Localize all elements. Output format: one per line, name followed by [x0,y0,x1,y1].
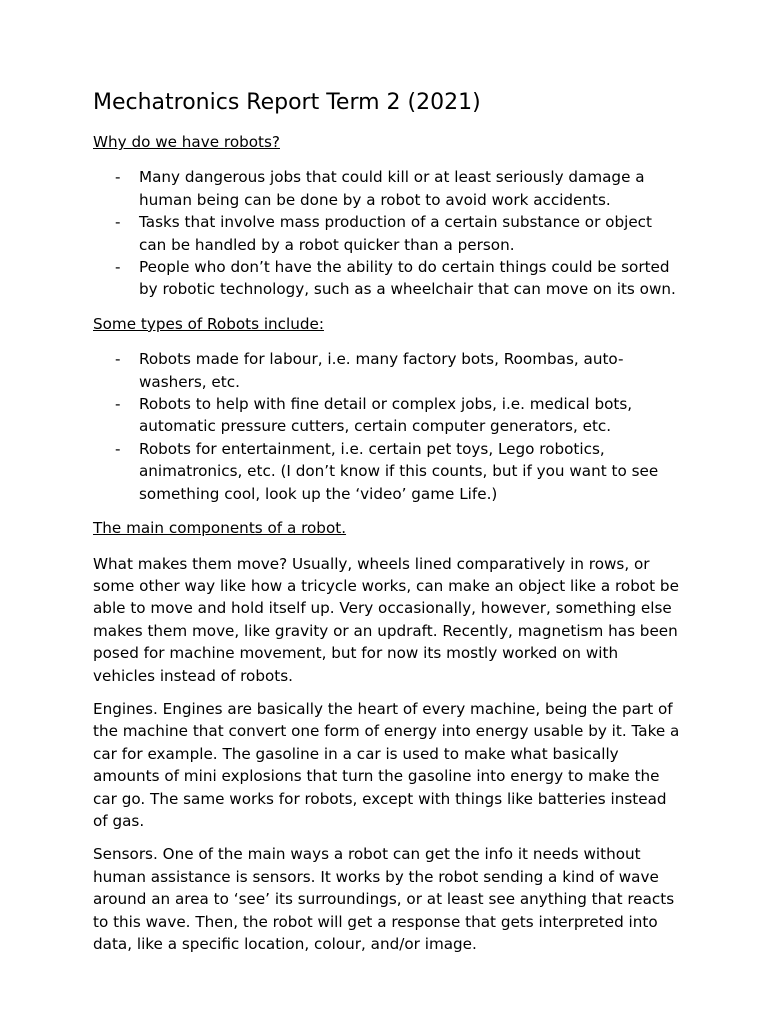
list-item [115,393,683,438]
document-title: Mechatronics Report Term 2 (2021) [93,90,481,115]
list-item-text: Tasks that involve mass production of a certain substance or object can be handled by a robot quicker than a person. [139,213,652,254]
list-item-text: Robots for entertainment, i.e. certain pet toys, Lego robotics, animatronics, etc. (I don’t know if this counts, but if you want to see something cool, look up the ‘video’ game Life.) [139,439,659,503]
bullet-dash: - [115,439,121,458]
section-heading-why-robots: Why do we have robots? [93,133,280,151]
paragraph-sensors: Sensors. One of the main ways a robot can get the info it needs without human assistance is sensors. It works by the robot sending a kind of wave around an area to ‘see’ its surroundings, or at least see anything that reacts to this wave. Then, the robot will get a response that gets interpreted into data, like a specific location, colour, and/or image. [93,845,675,953]
list-item [115,211,683,256]
robot-types-list [93,348,683,505]
list-item-text: Many dangerous jobs that could kill or at least seriously damage a human being can be done by a robot to avoid work accidents. [139,168,645,209]
list-item [115,348,683,393]
list-item [115,166,683,211]
list-item-text: Robots to help with fine detail or complex jobs, i.e. medical bots, automatic pressure cutters, certain computer generators, etc. [139,395,633,436]
bullet-dash: - [115,168,121,187]
section-heading-components: The main components of a robot. [93,519,347,538]
bullet-dash: - [115,258,121,277]
section-heading-robot-types: Some types of Robots include: [93,314,324,333]
bullet-dash: - [115,213,121,232]
bullet-dash: - [115,395,121,414]
list-item [115,438,683,505]
paragraph-engines: Engines. Engines are basically the heart of every machine, being the part of the machine that convert one form of energy into energy usable by it. Take a car for example. The gasoline in a car is used to make what basically amounts of mini explosions that turn the gasoline into energy to make the car go. The same works for robots, except with things like batteries instead of gas. [93,699,680,830]
list-item-text: Robots made for labour, i.e. many factory bots, Roombas, auto-washers, etc. [139,350,624,391]
why-robots-list [93,166,683,300]
list-item-text: People who don’t have the ability to do certain things could be sorted by robotic technology, such as a wheelchair that can move on its own. [139,258,676,299]
list-item [115,256,683,301]
document-body [93,86,683,966]
bullet-dash: - [115,350,121,369]
paragraph-movement: What makes them move? Usually, wheels lined comparatively in rows, or some other way like how a tricycle works, can make an object like a robot be able to move and hold itself up. Very occasionally, however, something else makes them move, like gravity or an updraft. Recently, magnetism has been posed for machine movement, but for now its mostly worked on with vehicles instead of robots. [93,554,679,685]
